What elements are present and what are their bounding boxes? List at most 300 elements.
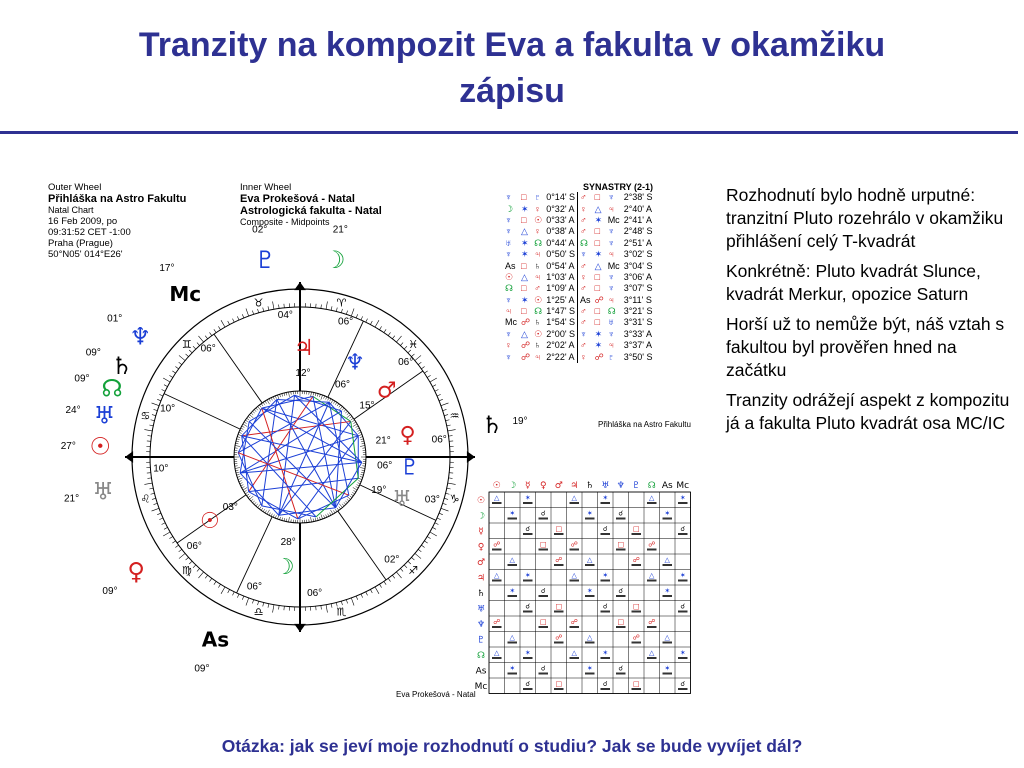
grid-orb-text (647, 549, 657, 551)
grid-orb-text (616, 626, 626, 628)
inner-tick (360, 446, 365, 447)
grid-aspect-mark: ☌ (618, 509, 624, 518)
synastry-cell: ☊ (534, 306, 543, 317)
grid-aspect-mark: △ (509, 633, 515, 642)
synastry-cell: ☉ (534, 294, 543, 305)
inner-planet-glyph: ♂ (376, 378, 397, 404)
degree-tick (179, 549, 182, 551)
grid-orb-text (632, 533, 642, 535)
inner-tick (286, 519, 287, 522)
outer-planet-degree: 02° (252, 224, 268, 236)
inner-tick (347, 413, 349, 415)
synastry-cell: 2°00' S (546, 328, 576, 339)
degree-tick (346, 600, 347, 604)
degree-tick (144, 430, 152, 431)
synastry-row (503, 329, 655, 340)
inner-tick (271, 514, 272, 517)
inner-tick (317, 518, 318, 521)
inner-tick (362, 470, 365, 471)
synastry-cell: 2°51' A (623, 237, 653, 248)
synastry-cell: ♄ (534, 317, 541, 328)
synastry-cell: 1°03' A (546, 271, 575, 282)
house-cusp-degree: 06° (186, 540, 202, 552)
outer-planet-glyph: As (201, 627, 230, 652)
degree-tick (384, 581, 386, 584)
degree-tick (375, 320, 379, 327)
grid-aspect-mark: □ (632, 680, 640, 688)
inner-tick (342, 408, 344, 410)
inner-tick (347, 499, 349, 501)
grid-orb-text (678, 688, 688, 690)
grid-orb-text (647, 502, 657, 504)
degree-tick (427, 536, 430, 538)
grid-orb-text (570, 657, 580, 659)
inner-tick (245, 420, 247, 422)
degree-tick (351, 598, 354, 606)
degree-tick (205, 336, 207, 339)
outer-planet-glyph: Mc (169, 282, 202, 307)
synastry-cell: 1°47' S (546, 306, 576, 317)
synastry-row (503, 295, 655, 306)
grid-aspect-mark: △ (509, 556, 515, 564)
degree-tick (147, 436, 151, 437)
inner-tick (342, 504, 344, 506)
grid-orb-text (663, 673, 673, 675)
degree-tick (162, 523, 166, 525)
synastry-cell: ✶ (521, 294, 529, 305)
synastry-cell: 3°50' S (623, 351, 653, 362)
synastry-cell: △ (521, 271, 528, 282)
inner-planet-degree: 06° (334, 379, 351, 391)
inner-tick (237, 476, 240, 477)
grid-orb-text (585, 595, 595, 597)
synastry-cell: ✶ (521, 249, 529, 260)
synastry-cell: ♆ (505, 328, 512, 339)
degree-tick (444, 498, 448, 499)
inner-wheel-name: Eva Prokešová - Natal (240, 193, 355, 205)
inner-planet-degree: 03° (222, 501, 238, 513)
grid-aspect-mark: ☌ (525, 680, 531, 688)
inner-tick (242, 426, 245, 427)
degree-tick (447, 425, 451, 426)
grid-orb-text (523, 580, 533, 582)
degree-tick (169, 375, 172, 377)
grid-col-header: ☽ (508, 481, 517, 491)
zodiac-sign-glyph: ♌ (140, 492, 151, 506)
synastry-cell: As (505, 260, 516, 271)
degree-tick (430, 378, 437, 382)
inner-tick (240, 483, 243, 484)
synastry-cell: ♃ (534, 351, 541, 362)
degree-tick (175, 366, 178, 368)
grid-orb-text (585, 564, 595, 566)
grid-orb-text (523, 533, 533, 535)
grid-orb-text (647, 626, 657, 628)
grid-aspect-mark: △ (571, 494, 577, 502)
note-paragraph: Rozhodnutí bylo hodně urputné: tranzitní Pluto rozehrálo v okamžiku přihlášení celý T-kvadrát (726, 185, 1004, 251)
aspect-line (242, 436, 362, 463)
grid-orb-text (508, 595, 518, 597)
grid-aspect-mark: ☌ (540, 587, 546, 595)
degree-tick (157, 513, 161, 514)
synastry-cell: ♆ (607, 283, 615, 294)
grid-aspect-mark: △ (494, 649, 500, 657)
house-cusp-degree: 03° (424, 494, 440, 506)
inner-tick (339, 406, 342, 410)
degree-tick (427, 375, 430, 377)
degree-tick (144, 483, 152, 484)
inner-tick (339, 507, 341, 509)
degree-tick (421, 366, 424, 368)
synastry-cell: ☊ (534, 237, 543, 248)
inner-tick (337, 508, 339, 510)
degree-tick (246, 309, 249, 317)
inner-tick (240, 430, 243, 431)
degree-tick (435, 523, 439, 525)
degree-tick (228, 321, 230, 325)
inner-tick (317, 394, 318, 397)
degree-tick (341, 601, 342, 605)
degree-tick (228, 589, 230, 593)
degree-tick (218, 326, 220, 329)
grid-orb-text (508, 642, 518, 644)
zodiac-sign-glyph: ♊ (181, 337, 192, 351)
degree-tick (179, 355, 185, 360)
synastry-cell: ☊ (505, 283, 513, 294)
inner-tick (284, 518, 285, 521)
asc-arrow (467, 451, 475, 463)
inner-tick (330, 399, 331, 402)
synastry-row (503, 238, 655, 249)
grid-orb-text (570, 580, 580, 582)
inner-tick (241, 428, 244, 429)
outer-wheel-date: 16 Feb 2009, po (48, 216, 118, 227)
grid-aspect-mark: ✶ (509, 587, 516, 595)
grid-col-header: ♆ (616, 481, 625, 491)
grid-orb-text (539, 549, 549, 551)
degree-tick (421, 545, 424, 547)
inner-planet-glyph: ♆ (345, 350, 365, 376)
synastry-cell: □ (594, 237, 600, 248)
inner-tick (263, 509, 265, 511)
degree-tick (163, 378, 170, 382)
grid-orb-text (570, 626, 580, 628)
grid-row-header: ♅ (476, 604, 486, 615)
grid-aspect-mark: □ (539, 618, 547, 626)
grid-orb-text (616, 673, 626, 675)
synastry-row (503, 317, 655, 328)
degree-tick (366, 319, 368, 323)
outer-wheel-time: 09:31:52 CET -1:00 (48, 227, 131, 238)
grid-orb-text (601, 533, 611, 535)
degree-tick (435, 389, 439, 391)
grid-orb-text (554, 688, 564, 690)
synastry-cell: ☉ (534, 214, 543, 225)
degree-tick (149, 425, 153, 426)
grid-orb-text (647, 580, 657, 582)
degree-tick (346, 311, 347, 315)
inner-tick (347, 415, 351, 418)
grid-aspect-mark: ☌ (680, 680, 686, 688)
grid-row-header: As (475, 666, 487, 677)
grid-col-header: ♀ (539, 481, 547, 491)
grid-aspect-mark: △ (587, 633, 593, 642)
grid-row-header: ☉ (476, 495, 486, 506)
house-cusp (338, 511, 386, 580)
synastry-cell: □ (521, 260, 527, 271)
inner-tick (353, 488, 357, 491)
degree-tick (326, 301, 327, 309)
synastry-cell: ♂ (578, 215, 593, 226)
grid-orb-text (616, 549, 626, 551)
synastry-cell: □ (521, 192, 527, 203)
footer-question: Otázka: jak se jeví moje rozhodnutí o studiu? Jak se bude vyvíjet dál? (221, 736, 803, 756)
synastry-cell: Mc (505, 317, 517, 328)
degree-tick (437, 394, 441, 396)
inner-tick (319, 394, 320, 397)
degree-tick (179, 553, 185, 558)
grid-col-header: ♇ (632, 481, 641, 491)
synastry-cell: □ (594, 283, 600, 294)
grid-row-header: ☽ (476, 511, 486, 522)
inner-wheel-method: Composite - Midpoints (240, 217, 330, 227)
grid-row-header: ☊ (477, 650, 485, 661)
inner-tick (360, 476, 363, 477)
inner-tick (353, 490, 356, 492)
inner-tick (243, 488, 247, 491)
inner-wheel-name2: Astrologická fakulta - Natal (240, 205, 382, 217)
degree-tick (198, 572, 203, 578)
degree-tick (162, 389, 166, 391)
synastry-cell: 2°40' A (623, 203, 653, 214)
grid-orb-text (508, 518, 518, 520)
grid-aspect-mark: ✶ (602, 649, 609, 657)
outer-planet-degree: 24° (65, 404, 81, 416)
synastry-cell: ✶ (521, 203, 529, 214)
outer-planet-glyph: ♄ (481, 411, 503, 439)
degree-tick (444, 415, 448, 416)
inner-tick (360, 468, 365, 469)
zodiac-sign-glyph: ♒ (449, 409, 460, 423)
house-cusp-degree: 06° (307, 588, 323, 600)
inner-tick (357, 428, 360, 429)
degree-tick (151, 420, 155, 421)
house-cusp (164, 394, 240, 429)
grid-row-header: ♃ (476, 573, 486, 584)
degree-tick (439, 513, 443, 514)
inner-tick (353, 422, 356, 424)
degree-tick (361, 594, 363, 598)
grid-aspect-mark: △ (664, 633, 670, 642)
inner-tick (251, 413, 253, 415)
synastry-cell: □ (594, 226, 600, 237)
note-paragraph: Konkrétně: Pluto kvadrát Slunce, kvadrát Merkur, opozice Saturn (726, 261, 981, 304)
degree-tick (443, 409, 447, 410)
grid-aspect-mark: ☍ (648, 540, 656, 549)
grid-orb-text (663, 518, 673, 520)
house-cusp-degree: 06° (431, 434, 447, 446)
grid-aspect-mark: ☌ (680, 602, 686, 611)
synastry-cell: 0°50' S (546, 249, 576, 260)
grid-col-header: ☿ (524, 481, 531, 491)
inner-tick (249, 496, 253, 499)
inner-tick (315, 393, 316, 396)
grid-aspect-mark: ✶ (664, 664, 671, 673)
inner-tick (351, 418, 353, 420)
grid-aspect-mark: ☍ (555, 556, 563, 564)
outer-planet-glyph: ♀ (127, 557, 145, 586)
inner-tick (237, 439, 240, 440)
grid-aspect-mark: ☌ (618, 664, 624, 673)
outer-planet-degree: 09° (74, 373, 90, 385)
inner-tick (361, 472, 364, 473)
grid-orb-text (492, 549, 502, 551)
inner-tick (362, 443, 365, 444)
grid-orb-text (663, 642, 673, 644)
grid-orb-text (554, 564, 564, 566)
inner-tick (261, 404, 263, 406)
degree-tick (366, 592, 368, 596)
degree-tick (179, 362, 182, 364)
inner-tick (236, 441, 239, 442)
synastry-cell: ♆ (505, 249, 512, 260)
synastry-table (503, 182, 693, 363)
grid-aspect-mark: △ (664, 556, 670, 564)
degree-tick (152, 508, 160, 511)
synastry-cell: ♆ (505, 294, 512, 305)
zodiac-sign-glyph: ♏ (336, 605, 347, 619)
house-cusp-degree: 10° (153, 463, 169, 475)
outer-planet-glyph: ♄ (111, 352, 133, 381)
synastry-cell: ☍ (594, 351, 604, 362)
grid-orb-text (539, 673, 549, 675)
inner-tick (357, 485, 360, 486)
outer-planet-glyph: ☊ (101, 374, 123, 403)
inner-tick (313, 519, 314, 522)
synastry-cell: □ (521, 214, 527, 225)
grid-credit: Eva Prokešová - Natal (396, 690, 476, 699)
synastry-cell: 3°02' S (623, 249, 653, 260)
outer-wheel-coords: 50°N05' 014°E26' (48, 249, 123, 260)
degree-tick (186, 557, 189, 560)
grid-aspect-mark: ☍ (570, 618, 578, 626)
grid-aspect-mark: △ (649, 649, 655, 657)
degree-tick (356, 596, 357, 600)
degree-tick (237, 594, 239, 598)
inner-tick (280, 517, 281, 520)
grid-orb-text (539, 518, 549, 520)
synastry-row (503, 340, 655, 351)
grid-col-header: ☉ (492, 481, 501, 491)
zodiac-sign-glyph: ♑ (449, 492, 460, 506)
grid-orb-text (678, 580, 688, 582)
degree-tick (415, 355, 421, 360)
degree-tick (258, 601, 259, 605)
degree-tick (151, 493, 155, 494)
grid-orb-text (585, 673, 595, 675)
synastry-cell: ♀ (505, 340, 512, 351)
grid-orb-text (632, 564, 642, 566)
inner-tick (347, 496, 351, 499)
inner-tick (239, 481, 242, 482)
synastry-cell: ♆ (505, 192, 512, 203)
grid-orb-text (616, 595, 626, 597)
synastry-cell: 2°02' A (546, 340, 575, 351)
grid-orb-text (492, 502, 502, 504)
synastry-cell: ♃ (534, 271, 541, 282)
inner-tick (245, 492, 247, 494)
inner-planet-glyph: ☽ (274, 554, 295, 580)
grid-orb-text (601, 580, 611, 582)
grid-aspect-mark: ✶ (664, 509, 671, 518)
inner-planet-degree: 12° (295, 368, 311, 380)
slide-title-line2: zápisu (459, 72, 565, 110)
inner-tick (239, 432, 242, 433)
synastry-cell: □ (594, 317, 600, 328)
inner-tick (248, 416, 250, 418)
grid-orb-text (570, 549, 580, 551)
degree-tick (448, 483, 456, 484)
outer-planet-glyph: ♇ (254, 246, 277, 275)
inner-tick (358, 432, 361, 433)
house-cusp-degree: 02° (384, 554, 400, 566)
inner-tick (339, 405, 341, 407)
grid-aspect-mark: ✶ (509, 664, 516, 673)
degree-tick (447, 488, 451, 489)
note-paragraph: Horší už to nemůže být, náš vztah s fakultou byl prověřen hned na začátku (726, 314, 1005, 380)
synastry-cell: ☽ (505, 203, 514, 214)
degree-tick (221, 320, 225, 327)
grid-aspect-mark: □ (539, 540, 547, 549)
inner-tick (254, 502, 256, 504)
degree-tick (193, 346, 196, 349)
inner-tick (350, 416, 352, 418)
inner-tick (328, 398, 329, 401)
grid-aspect-mark: ☌ (525, 525, 531, 533)
inner-tick (352, 420, 354, 422)
inner-tick (241, 485, 244, 486)
degree-tick (242, 314, 243, 318)
grid-orb-text (523, 657, 533, 659)
inner-tick (311, 517, 312, 522)
grid-aspect-mark: ☍ (632, 556, 640, 564)
inner-tick (265, 510, 267, 513)
inner-tick (247, 418, 249, 420)
degree-tick (441, 508, 449, 511)
grid-aspect-mark: □ (632, 525, 640, 533)
degree-tick (375, 587, 379, 594)
inner-tick (280, 394, 281, 397)
inner-wheel-heading: Inner Wheel (240, 182, 292, 193)
grid-row-header: Mc (474, 681, 488, 692)
grid-orb-text (601, 657, 611, 659)
grid-aspect-mark: ☍ (648, 618, 656, 626)
synastry-cell: 3°21' S (623, 306, 653, 317)
synastry-cell: △ (594, 203, 602, 214)
inner-tick (243, 424, 247, 427)
synastry-cell: ✶ (594, 328, 603, 339)
degree-tick (279, 304, 280, 308)
inner-tick (259, 507, 261, 509)
grid-aspect-mark: ☍ (493, 618, 501, 626)
grid-orb-text (492, 626, 502, 628)
grid-orb-text (539, 626, 549, 628)
degree-tick (418, 549, 421, 551)
outer-planet-degree: 21° (63, 493, 80, 505)
inner-tick (258, 504, 261, 508)
grid-row-header: ♂ (476, 557, 486, 568)
synastry-row (503, 192, 655, 203)
